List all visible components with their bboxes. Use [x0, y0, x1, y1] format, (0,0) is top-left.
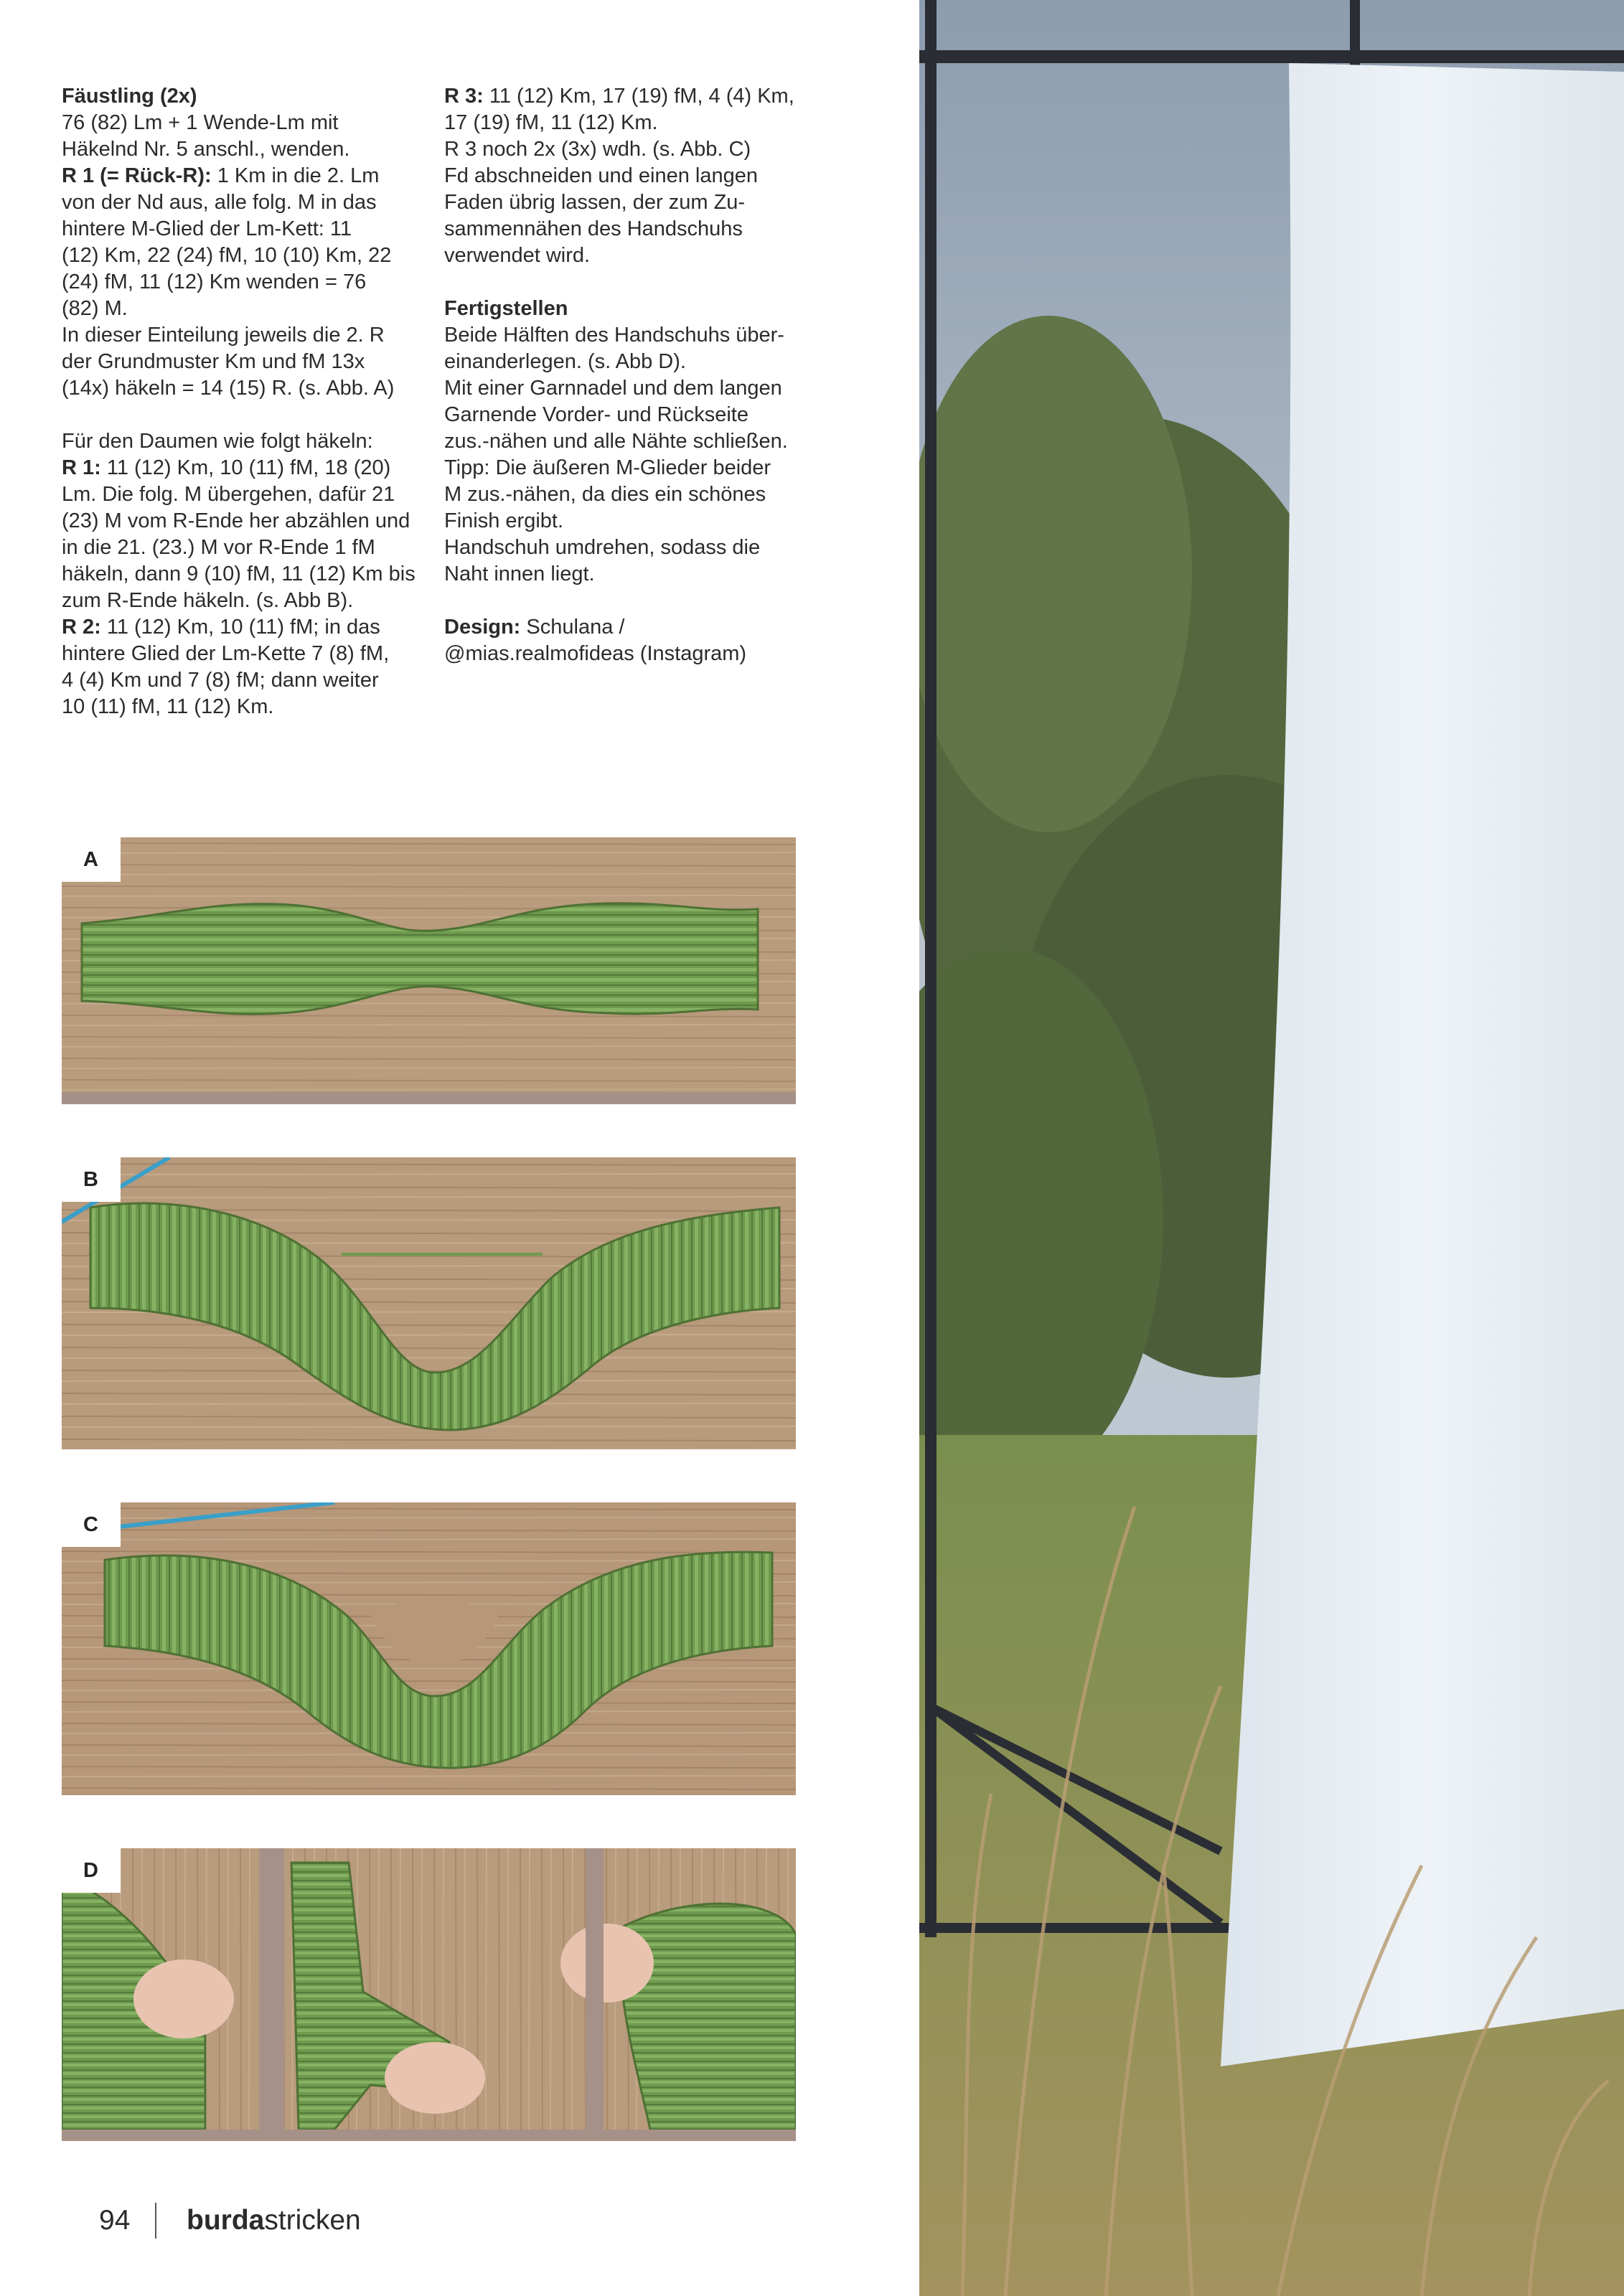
text-line: Handschuh umdrehen, sodass die	[444, 536, 761, 559]
thumb-intro: Für den Daumen wie folgt häkeln:	[62, 430, 373, 453]
text-line: M zus.-nähen, da dies ein schönes	[444, 483, 766, 506]
step-label-c: C	[62, 1502, 121, 1547]
editorial-photo	[919, 0, 1624, 2296]
brand-bold: burda	[187, 2205, 265, 2236]
step-photo-a	[62, 837, 796, 1104]
brand-light: stricken	[264, 2205, 361, 2236]
knit-piece-illustration	[62, 837, 796, 1104]
design-credit: Design: Schulana /	[444, 616, 625, 639]
text-line: 10 (11) fM, 11 (12) Km.	[62, 695, 274, 718]
text-line: Beide Hälften des Handschuhs über-	[444, 324, 784, 347]
thumb-row-2: R 2: 11 (12) Km, 10 (11) fM; in das	[62, 616, 380, 639]
step-photo-c	[62, 1502, 796, 1795]
text-line: (82) M.	[62, 297, 128, 320]
step-label-a: A	[62, 837, 121, 882]
design-credit-handle: @mias.realmofideas (Instagram)	[444, 642, 747, 665]
row-label: R 3:	[444, 85, 484, 108]
text-line: zus.-nähen und alle Nähte schließen.	[444, 430, 788, 453]
step-label-d: D	[62, 1848, 121, 1893]
text-line: 17 (19) fM, 11 (12) Km.	[444, 111, 658, 134]
text-line: (12) Km, 22 (24) fM, 10 (10) Km, 22	[62, 244, 392, 267]
text-line: sammennähen des Handschuhs	[444, 217, 743, 240]
instructions-column-right	[444, 83, 803, 667]
text-line: (23) M vom R-Ende her abzählen und	[62, 509, 410, 532]
instructions-column-left	[62, 83, 421, 720]
section-title-finishing: Fertigstellen	[444, 297, 568, 320]
design-label: Design:	[444, 616, 521, 639]
text-line: In dieser Einteilung jeweils die 2. R	[62, 324, 385, 347]
step-photo-b	[62, 1157, 796, 1449]
text-line: häkeln, dann 9 (10) fM, 11 (12) Km bis	[62, 563, 416, 585]
text-line: Häkelnd Nr. 5 anschl., wenden.	[62, 138, 350, 161]
knit-piece-illustration	[62, 1502, 796, 1795]
text-line: hintere M-Glied der Lm-Kett: 11	[62, 217, 352, 240]
row-1-instruction: R 1 (= Rück-R): 1 Km in die 2. Lm	[62, 164, 380, 187]
text-line: Garnende Vorder- und Rückseite	[444, 403, 748, 426]
footer-divider	[155, 2203, 156, 2239]
text-line: Tipp: Die äußeren M-Glieder beider	[444, 456, 771, 479]
step-photo-d	[62, 1848, 796, 2141]
text-line: Fd abschneiden und einen langen	[444, 164, 758, 187]
text-line: von der Nd aus, alle folg. M in das	[62, 191, 377, 214]
text-line: R 3 noch 2x (3x) wdh. (s. Abb. C)	[444, 138, 751, 161]
thumb-row-3: R 3: 11 (12) Km, 17 (19) fM, 4 (4) Km,	[444, 85, 794, 108]
step-label-b: B	[62, 1157, 121, 1202]
text-line: (24) fM, 11 (12) Km wenden = 76	[62, 270, 367, 293]
text-line: der Grundmuster Km und fM 13x	[62, 350, 365, 373]
text-line: verwendet wird.	[444, 244, 591, 267]
page-number: 94	[99, 2205, 131, 2236]
text-line: einanderlegen. (s. Abb D).	[444, 350, 686, 373]
text-line: 4 (4) Km und 7 (8) fM; dann weiter	[62, 669, 379, 692]
text-line: (14x) häkeln = 14 (15) R. (s. Abb. A)	[62, 377, 395, 400]
text-line: Finish ergibt.	[444, 509, 564, 532]
knit-piece-illustration	[62, 1157, 796, 1449]
row-label: R 1 (= Rück-R):	[62, 164, 212, 187]
text-line: zum R-Ende häkeln. (s. Abb B).	[62, 589, 354, 612]
text-line: Faden übrig lassen, der zum Zu-	[444, 191, 746, 214]
text-line: Naht innen liegt.	[444, 563, 595, 585]
section-title-mitten: Fäustling (2x)	[62, 85, 197, 108]
row-label: R 1:	[62, 456, 101, 479]
row-label: R 2:	[62, 616, 101, 639]
text-line: hintere Glied der Lm-Kette 7 (8) fM,	[62, 642, 390, 665]
text-line: Lm. Die folg. M übergehen, dafür 21	[62, 483, 395, 506]
text-line: in die 21. (23.) M vor R-Ende 1 fM	[62, 536, 375, 559]
knit-piece-illustration	[62, 1848, 796, 2141]
outdoor-scene-illustration	[919, 0, 1624, 2296]
thumb-row-1: R 1: 11 (12) Km, 10 (11) fM, 18 (20)	[62, 456, 391, 479]
text-line: Mit einer Garnnadel und dem langen	[444, 377, 782, 400]
text-line: 76 (82) Lm + 1 Wende-Lm mit	[62, 111, 339, 134]
magazine-brand	[187, 2203, 361, 2239]
